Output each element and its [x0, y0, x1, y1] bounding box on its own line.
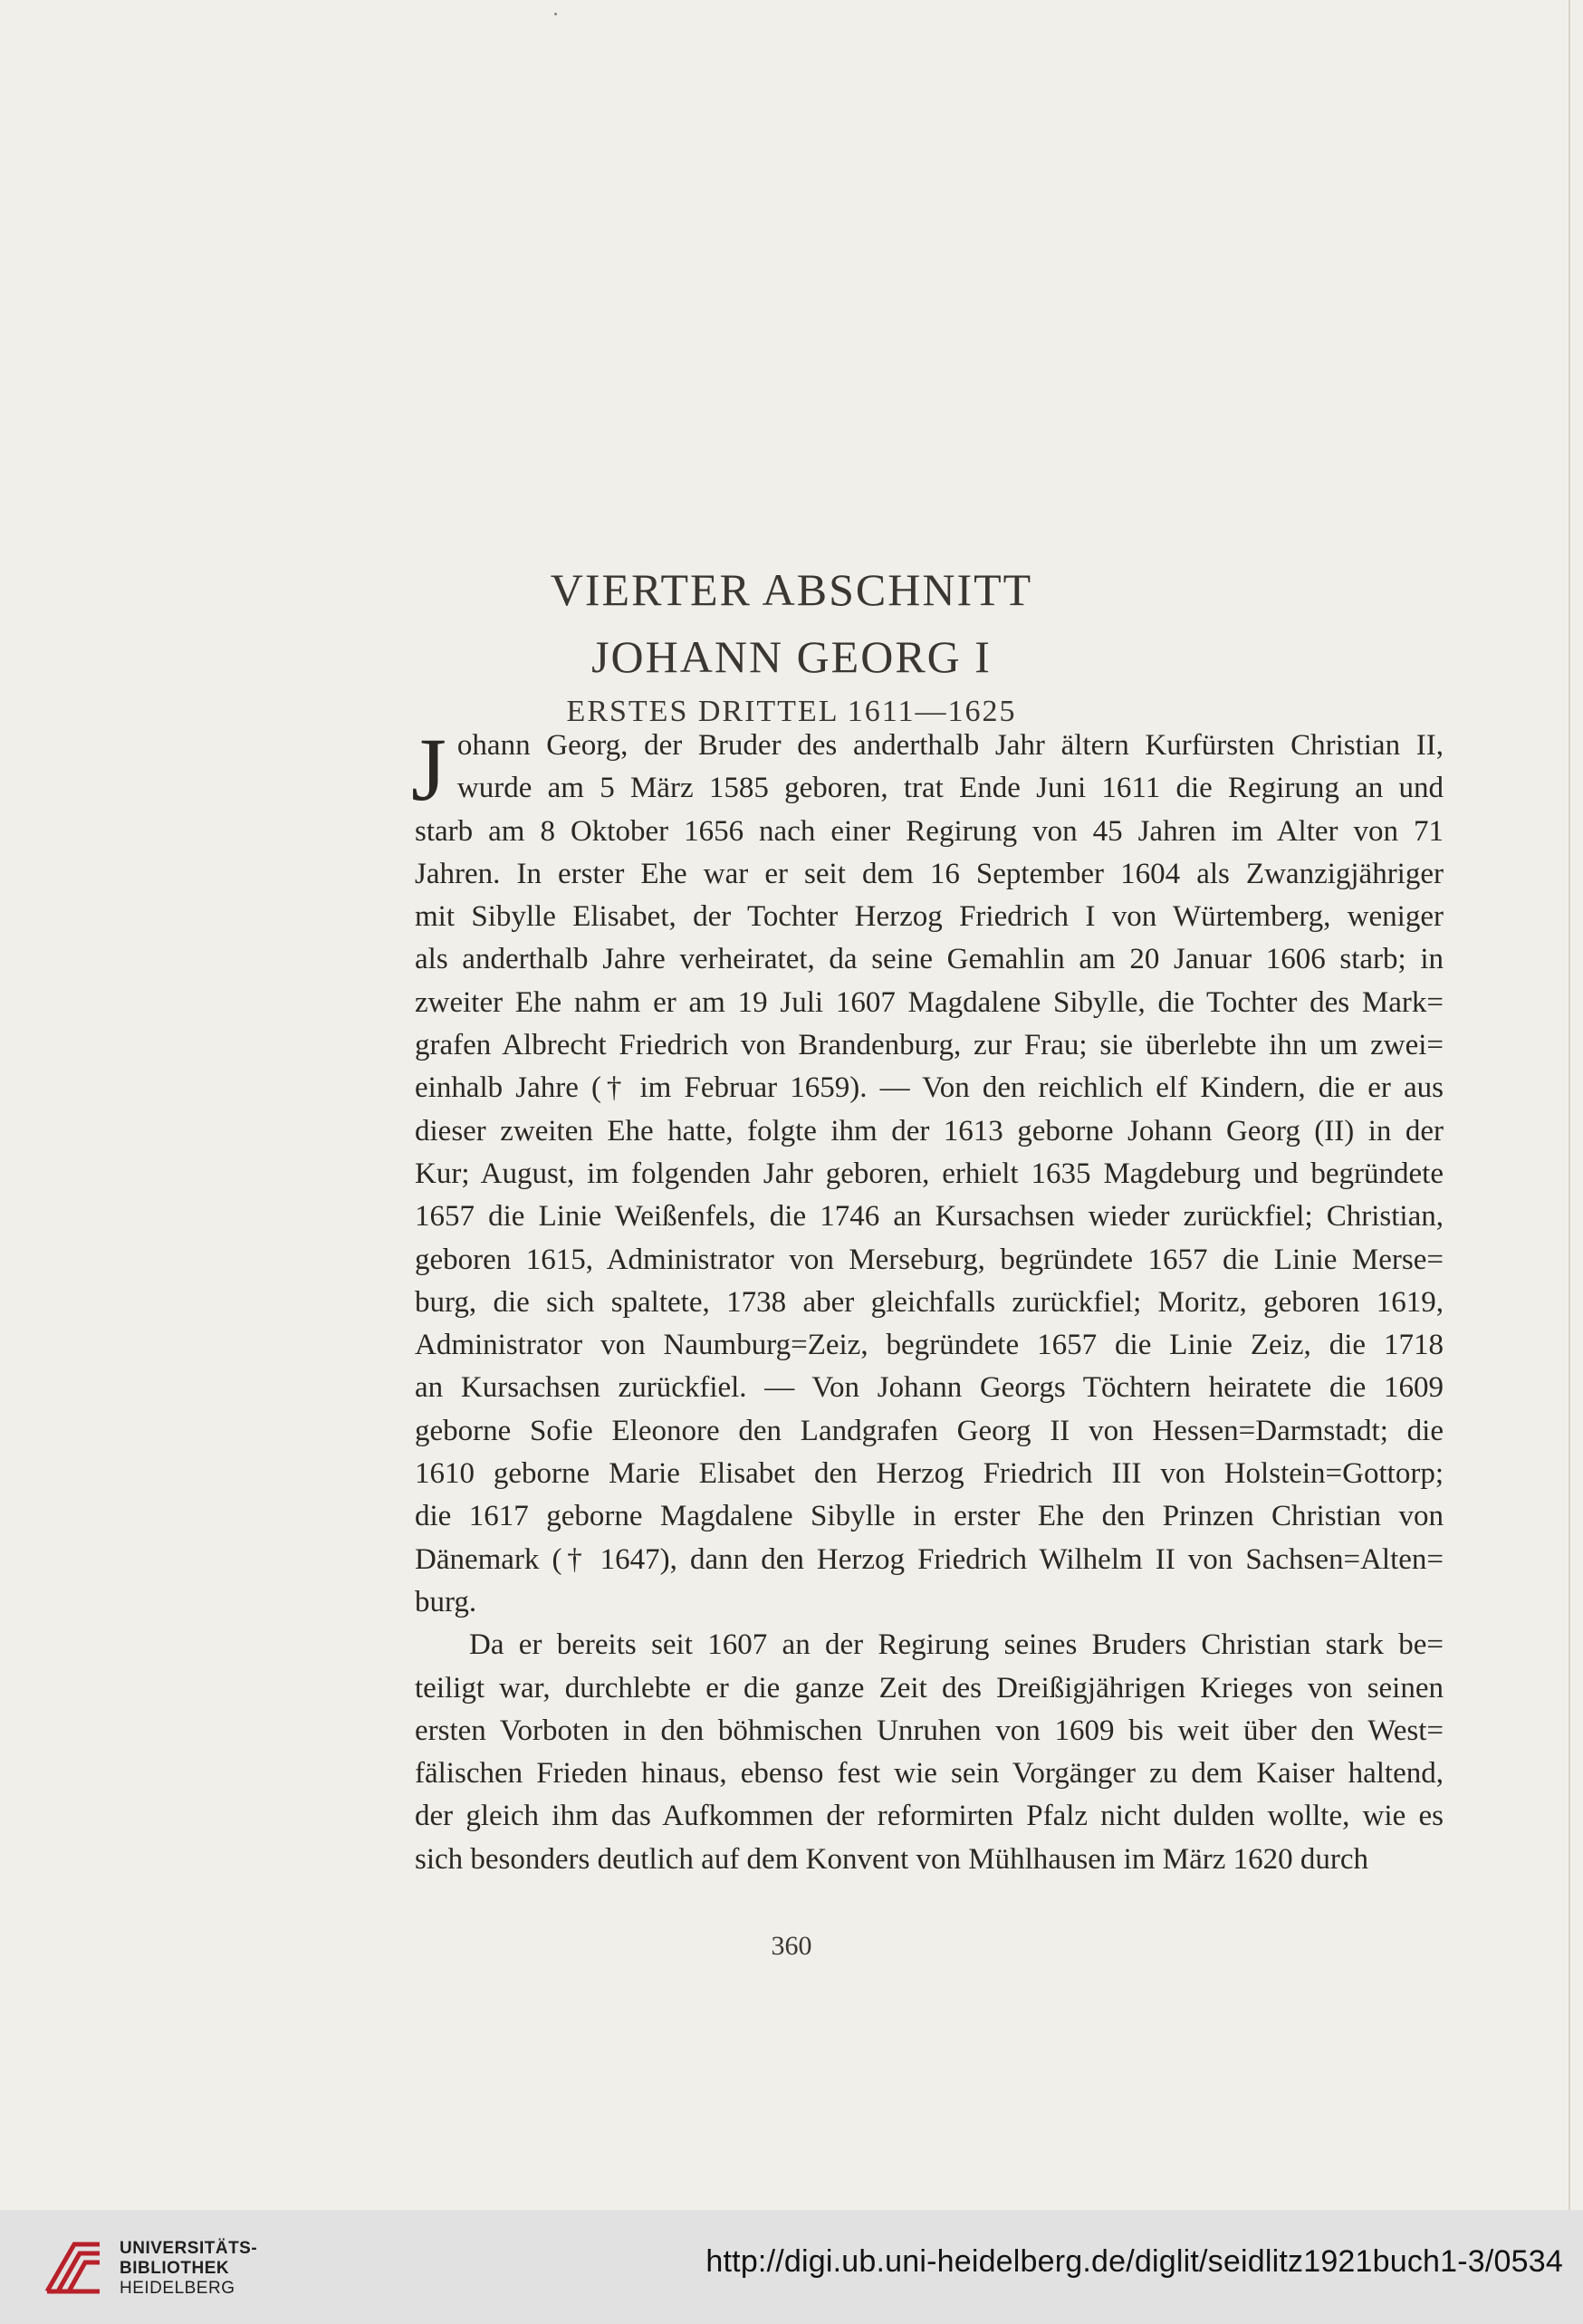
- scan-speck: [554, 13, 557, 15]
- text-line: der gleich ihm das Aufkommen der reformirten Pfalz nicht dulden wollte, wie es: [415, 1800, 1444, 1833]
- text-line: Dänemark († 1647), dann den Herzog Friedrich Wilhelm II von Sachsen=Alten=: [415, 1542, 1444, 1576]
- text-line: zweiter Ehe nahm er am 19 Juli 1607 Magdalene Sibylle, die Tochter des Mark=: [415, 985, 1444, 1019]
- ruler-title: JOHANN GEORG I: [591, 631, 992, 682]
- text-line: an Kursachsen zurückfiel. — Von Johann Georgs Töchtern heiratete die 1609: [415, 1371, 1444, 1405]
- page-edge-shadow: [1569, 0, 1570, 2210]
- text-line: mit Sibylle Elisabet, der Tochter Herzog Friedrich I von Würtemberg, weniger: [415, 900, 1444, 934]
- text-line: geborne Sofie Eleonore den Landgrafen Georg II von Hessen=Darmstadt; die: [415, 1414, 1444, 1447]
- text-line: geboren 1615, Administrator von Merseburg, begründete 1657 die Linie Merse=: [415, 1243, 1444, 1276]
- library-footer: [0, 2210, 1583, 2324]
- chapter-heading: [0, 562, 1583, 732]
- text-line: Administrator von Naumburg=Zeiz, begründete 1657 die Linie Zeiz, die 1718: [415, 1329, 1444, 1362]
- drop-cap: J: [411, 719, 446, 820]
- page-number: 360: [771, 1931, 812, 1961]
- paragraph-1: [411, 719, 1444, 1624]
- library-name: UNIVERSITÄTS- BIBLIOTHEK HEIDELBERG: [120, 2239, 258, 2298]
- text-line: sich besonders deutlich auf dem Konvent von Mühlhausen im März 1620 durch: [415, 1842, 1369, 1876]
- text-line: starb am 8 Oktober 1656 nach einer Regirung von 45 Jahren im Alter von 71: [415, 814, 1444, 848]
- paragraph-2: [415, 1624, 1444, 1881]
- text-line: als anderthalb Jahre verheiratet, da seine Gemahlin am 20 Januar 1606 starb; in: [415, 943, 1444, 976]
- body-text: [411, 719, 1444, 1881]
- text-line: burg, die sich spaltete, 1738 aber gleichfalls zurückfiel; Moritz, geboren 1619,: [415, 1285, 1444, 1319]
- text-line: die 1617 geborne Magdalene Sibylle in erster Ehe den Prinzen Christian von: [415, 1500, 1444, 1533]
- chapter-subtitle: ERSTES DRITTEL 1611—1625: [566, 695, 1017, 728]
- text-line: Kur; August, im folgenden Jahr geboren, erhielt 1635 Magdeburg und begründete: [415, 1157, 1444, 1190]
- text-line: Jahren. In erster Ehe war er seit dem 16 September 1604 als Zwanzigjähriger: [415, 857, 1444, 890]
- text-line: 1610 geborne Marie Elisabet den Herzog Friedrich III von Holstein=Gottorp;: [415, 1457, 1444, 1491]
- text-line: grafen Albrecht Friedrich von Brandenburg, zur Frau; sie überlebte ihn um zwei=: [415, 1029, 1444, 1062]
- text-line: dieser zweiten Ehe hatte, folgte ihm der 1613 geborne Johann Georg (II) in der: [415, 1114, 1444, 1148]
- section-title: VIERTER ABSCHNITT: [550, 564, 1033, 615]
- text-line: ersten Vorboten in den böhmischen Unruhen von 1609 bis weit über den West=: [415, 1714, 1444, 1747]
- text-line: 1657 die Linie Weißenfels, die 1746 an Kursachsen wieder zurückfiel; Christian,: [415, 1200, 1444, 1234]
- text-line: wurde am 5 März 1585 geboren, trat Ende Juni 1611 die Regirung an und: [456, 772, 1444, 805]
- text-line: ohann Georg, der Bruder des anderthalb Jahr ältern Kurfürsten Christian II,: [456, 729, 1444, 762]
- text-line: einhalb Jahre († im Februar 1659). — Von den reichlich elf Kindern, die er aus: [415, 1071, 1444, 1105]
- text-line: burg.: [415, 1585, 477, 1618]
- library-logo-icon: [38, 2232, 107, 2300]
- permalink-url[interactable]: http://digi.ub.uni-heidelberg.de/diglit/seidlitz1921buch1-3/0534: [705, 2244, 1563, 2279]
- text-line: teiligt war, durchlebte er die ganze Zeit des Dreißigjährigen Krieges von seinen: [415, 1671, 1444, 1705]
- text-line: fälischen Frieden hinaus, ebenso fest wie sein Vorgänger zu dem Kaiser haltend,: [415, 1757, 1444, 1791]
- text-line: Da er bereits seit 1607 an der Regirung seines Bruders Christian stark be=: [469, 1628, 1444, 1662]
